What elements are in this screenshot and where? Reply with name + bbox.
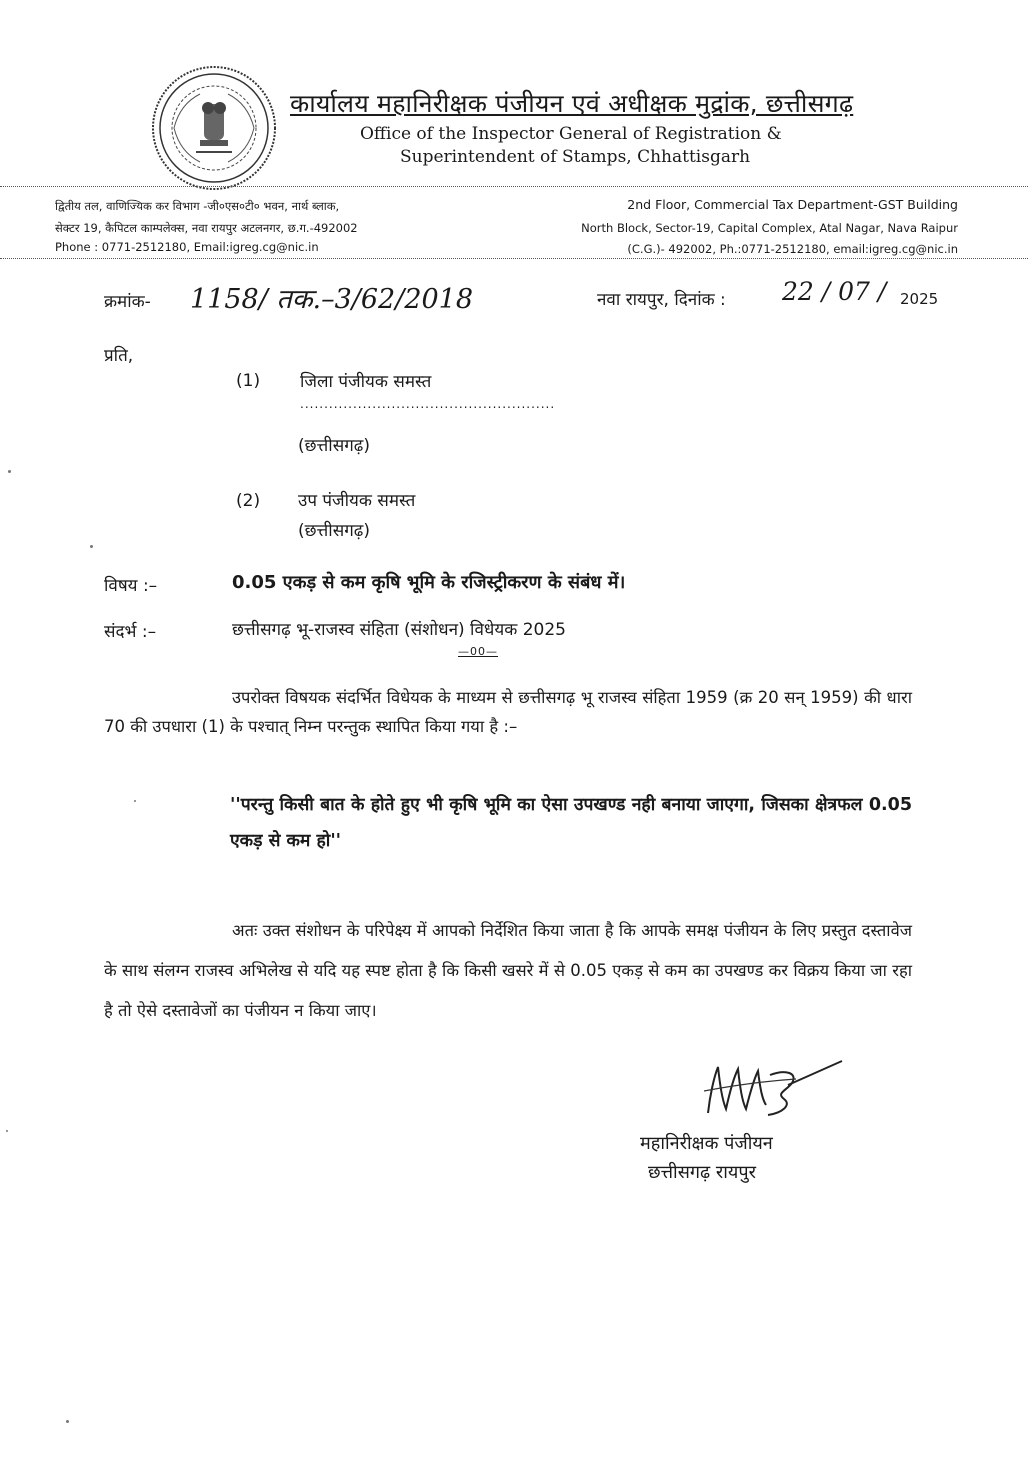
office-name-english-line1: Office of the Inspector General of Registration & bbox=[360, 124, 782, 144]
address-contact-line: Phone : 0771-2512180, Email:igreg.cg@nic.in bbox=[55, 240, 319, 254]
scan-speck bbox=[134, 800, 136, 802]
address-hindi-line1: द्वितीय तल, वाणिज्यिक कर विभाग -जी०एस०टी० भवन, नार्थ ब्लाक, bbox=[55, 199, 340, 213]
reference-label: संदर्भ :– bbox=[104, 622, 157, 642]
scan-speck bbox=[90, 545, 93, 548]
body-paragraph-2: अतः उक्त संशोधन के परिपेक्ष्य में आपको निर्देशित किया जाता है कि आपके समक्ष पंजीयन के लिए प्रस्तुत दस्तावेज के साथ संलग्न राजस्व अभिलेख से यदि यह स्पष्ट होता है कि किसी खसरे में से 0.05 एकड़ से कम का उपखण्ड कर विक्रय किया जा रहा है तो ऐसे दस्तावेजों का पंजीयन न किया जाए। bbox=[104, 921, 913, 1020]
date-label: नवा रायपुर, दिनांक : bbox=[597, 290, 726, 310]
addressee-prati: प्रति, bbox=[104, 346, 134, 366]
recipient-2-text: उप पंजीयक समस्त bbox=[298, 491, 416, 511]
recipient-2-state: (छत्तीसगढ़) bbox=[298, 521, 370, 541]
office-name-english-line2: Superintendent of Stamps, Chhattisgarh bbox=[400, 147, 751, 167]
address-hindi-line2: सेक्टर 19, कैपिटल काम्पलेक्स, नवा रायपुर अटलनगर, छ.ग.-492002 bbox=[55, 221, 358, 235]
subject-text: 0.05 एकड़ से कम कृषि भूमि के रजिस्ट्रीकरण के संबंध में। bbox=[232, 572, 626, 593]
scan-speck bbox=[8, 470, 11, 473]
date-handwritten: 22 / 07 / bbox=[782, 277, 887, 306]
section-separator: —00— bbox=[458, 645, 498, 658]
address-english-line1: 2nd Floor, Commercial Tax Department-GST Building bbox=[627, 197, 958, 212]
body-paragraph-1: उपरोक्त विषयक संदर्भित विधेयक के माध्यम से छत्तीसगढ़ भू राजस्व संहिता 1959 (क्र 20 सन् 1959) की धारा 70 की उपधारा (1) के पश्चात् निम्न परन्तुक स्थापित किया गया है :– bbox=[104, 688, 912, 736]
signatory-location: छत्तीसगढ़ रायपुर bbox=[648, 1162, 756, 1183]
quoted-proviso: ''परन्तु किसी बात के होते हुए भी कृषि भूमि का ऐसा उपखण्ड नही बनाया जाएगा, जिसका क्षेत्रफल 0.05 एकड़ से कम हो'' bbox=[230, 795, 912, 851]
recipient-2-number: (2) bbox=[236, 491, 261, 511]
recipient-1-number: (1) bbox=[236, 371, 261, 391]
header-divider-top bbox=[0, 186, 1028, 187]
kramank-label: क्रमांक- bbox=[104, 292, 151, 312]
reference-text: छत्तीसगढ़ भू-राजस्व संहिता (संशोधन) विधेयक 2025 bbox=[232, 620, 566, 640]
scan-speck bbox=[6, 1130, 8, 1132]
address-english-line2: North Block, Sector-19, Capital Complex, Atal Nagar, Nava Raipur bbox=[581, 221, 958, 235]
kramank-handwritten-number: 1158/ तक.–3/62/2018 bbox=[190, 284, 474, 315]
handwritten-signature bbox=[696, 1055, 846, 1125]
scan-speck bbox=[66, 1420, 69, 1423]
recipient-1-state: (छत्तीसगढ़) bbox=[298, 436, 370, 456]
office-name-hindi: कार्यालय महानिरीक्षक पंजीयन एवं अधीक्षक मुद्रांक, छत्तीसगढ़ bbox=[290, 89, 854, 118]
header-divider-bottom bbox=[0, 258, 1028, 259]
signatory-designation: महानिरीक्षक पंजीयन bbox=[640, 1133, 773, 1154]
recipient-1-dotted-line: ..................................................... bbox=[300, 397, 556, 411]
state-emblem-seal bbox=[150, 64, 278, 192]
date-year: 2025 bbox=[900, 290, 939, 308]
recipient-1-text: जिला पंजीयक समस्त bbox=[300, 372, 432, 392]
subject-label: विषय :– bbox=[104, 576, 158, 596]
address-english-line3: (C.G.)- 492002, Ph.:0771-2512180, email:igreg.cg@nic.in bbox=[627, 242, 958, 256]
